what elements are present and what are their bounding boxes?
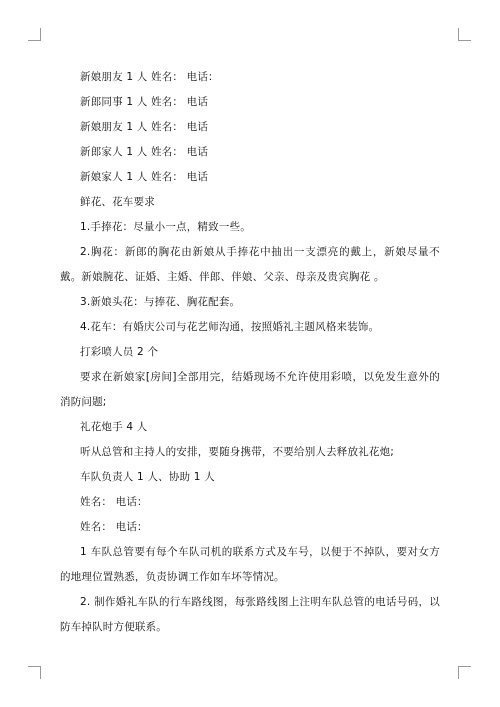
convoy-contact-2: 姓名： 电话： <box>80 521 148 533</box>
contact-line-bride-family: 新娘家人 1 人 姓名： 电话 <box>80 171 209 183</box>
crop-mark-bottom-right <box>458 666 471 679</box>
crop-mark-top-left <box>28 28 41 41</box>
crop-mark-top-right <box>458 28 471 41</box>
contact-line-groom-family: 新郎家人 1 人 姓名： 电话 <box>80 146 209 158</box>
convoy-item-1: 1 车队总管要有每个车队司机的联系方式及车号，以便于不掉队，要对女方的地理位置熟悉，负责协调工作如车坏等情况。 <box>60 546 440 583</box>
flower-item-3: 3.新娘头花：与捧花、胸花配套。 <box>80 296 241 308</box>
section-heading-convoy: 车队负责人 1 人、协助 1 人 <box>80 471 215 483</box>
contact-line-groom-colleague: 新郎同事 1 人 姓名： 电话 <box>80 96 209 108</box>
contact-line-bride-friend-1: 新娘朋友 1 人 姓名： 电话： <box>80 71 219 83</box>
flower-item-2: 2.胸花：新郎的胸花由新娘从手捧花中抽出一支漂亮的戴上，新娘尽量不戴。新娘腕花、证婚、主婚、伴郎、伴娘、父亲、母亲及贵宾胸花 。 <box>60 246 440 283</box>
flower-item-1: 1.手捧花：尽量小一点，精致一些。 <box>80 221 251 233</box>
section-heading-fireworks: 礼花炮手 4 人 <box>80 421 148 433</box>
spray-requirement: 要求在新娘家[房间]全部用完，结婚现场不允许使用彩喷，以免发生意外的消防问题; <box>60 371 440 408</box>
fireworks-requirement: 听从总管和主持人的安排，要随身携带，不要给别人去释放礼花炮; <box>80 446 395 458</box>
section-heading-flowers: 鲜花、花车要求 <box>80 196 155 208</box>
document-body <box>60 65 440 640</box>
convoy-contact-1: 姓名： 电话： <box>80 496 148 508</box>
flower-item-4: 4.花车：有婚庆公司与花艺师沟通，按照婚礼主题风格来装饰。 <box>80 321 380 333</box>
convoy-item-2: 2. 制作婚礼车队的行车路线图，每张路线图上注明车队总管的电话号码，以防车掉队时方便联系。 <box>60 596 440 633</box>
section-heading-spray: 打彩喷人员 2 个 <box>80 346 159 358</box>
contact-line-bride-friend-2: 新娘朋友 1 人 姓名： 电话 <box>80 121 209 133</box>
crop-mark-bottom-left <box>28 666 41 679</box>
